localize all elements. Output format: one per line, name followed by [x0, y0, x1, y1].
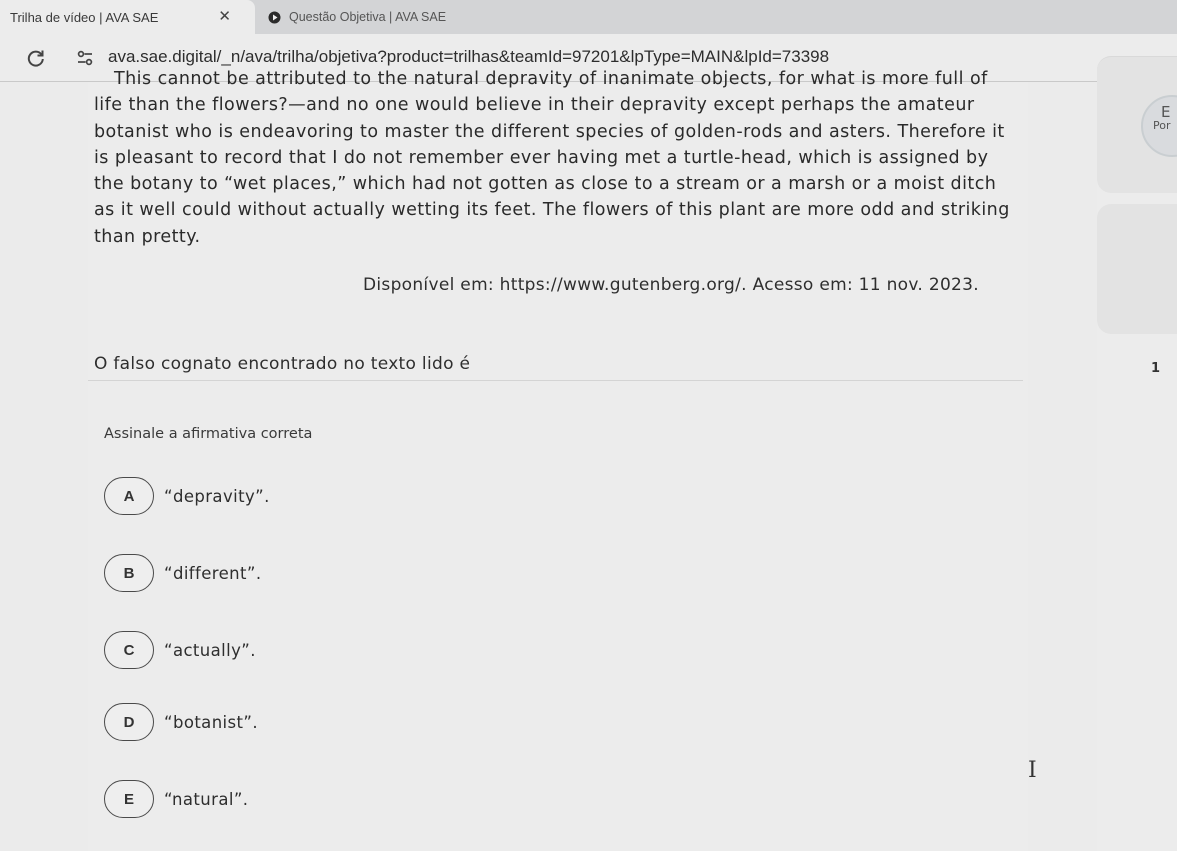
- option-letter: A: [104, 477, 154, 515]
- close-icon[interactable]: ✕: [218, 8, 231, 25]
- passage-line: This cannot be attributed to the natural depravity of inanimate objects, for what is more full of: [114, 69, 988, 89]
- option-text: “actually”.: [164, 640, 256, 660]
- tab-title: Trilha de vídeo | AVA SAE: [10, 9, 159, 25]
- progress-circle: [1141, 95, 1177, 157]
- divider: [88, 380, 1023, 381]
- progress-label: Por: [1153, 119, 1171, 132]
- option-c[interactable]: [104, 630, 256, 670]
- progress-panel: [1097, 56, 1177, 193]
- instruction-text: Assinale a afirmativa correta: [104, 426, 313, 442]
- option-letter: B: [104, 554, 154, 592]
- option-text: “botanist”.: [164, 712, 258, 732]
- option-text: “natural”.: [164, 789, 249, 809]
- text-cursor-icon: I: [1028, 758, 1037, 783]
- question-nav-panel: [1097, 204, 1177, 376]
- option-a[interactable]: [104, 476, 270, 516]
- question-number-button[interactable]: 1: [1151, 361, 1161, 376]
- passage-line: as it well could without actually wetting its feet. The flowers of this plant are more odd and striking: [94, 200, 1010, 221]
- option-text: “depravity”.: [164, 486, 270, 506]
- browser-tab-bar: [0, 0, 1177, 34]
- option-b[interactable]: [104, 553, 261, 593]
- option-text: “different”.: [164, 563, 262, 583]
- tab-title: Questão Objetiva | AVA SAE: [289, 10, 447, 24]
- reload-icon[interactable]: [26, 48, 46, 68]
- passage-line: life than the flowers?—and no one would believe in their depravity except perhaps the amateur: [94, 95, 975, 116]
- passage-line: the botany to “wet places,” which had not gotten as close to a stream or a marsh or a moist ditch: [94, 174, 997, 195]
- question-card: [88, 69, 1028, 851]
- question-prompt: O falso cognato encontrado no texto lido é: [94, 354, 471, 374]
- tab-questao[interactable]: [262, 0, 522, 34]
- option-letter: D: [104, 703, 154, 741]
- source-citation: Disponível em: https://www.gutenberg.org/. Acesso em: 11 nov. 2023.: [363, 275, 979, 295]
- option-letter: E: [104, 780, 154, 818]
- passage-line: is pleasant to record that I do not remember ever having met a turtle-head, which is assigned by: [94, 147, 989, 168]
- option-letter: C: [104, 631, 154, 669]
- option-e[interactable]: [104, 779, 248, 819]
- main-content: [0, 69, 1177, 851]
- tab-trilha[interactable]: [0, 0, 255, 34]
- reading-passage: [94, 66, 1019, 250]
- option-d[interactable]: [104, 702, 258, 742]
- passage-line: botanist who is endeavoring to master the different species of golden-rods and asters. Therefore it: [94, 121, 1005, 142]
- passage-line: than pretty.: [94, 226, 201, 247]
- progress-char: E: [1161, 103, 1171, 121]
- right-sidebar: [1097, 82, 1177, 851]
- favicon-icon: [268, 11, 281, 24]
- url-field[interactable]: ava.sae.digital/_n/ava/trilha/objetiva?product=trilhas&teamId=97201&lpType=MAIN&lpId=73398: [108, 47, 830, 66]
- site-info-icon[interactable]: [76, 49, 94, 67]
